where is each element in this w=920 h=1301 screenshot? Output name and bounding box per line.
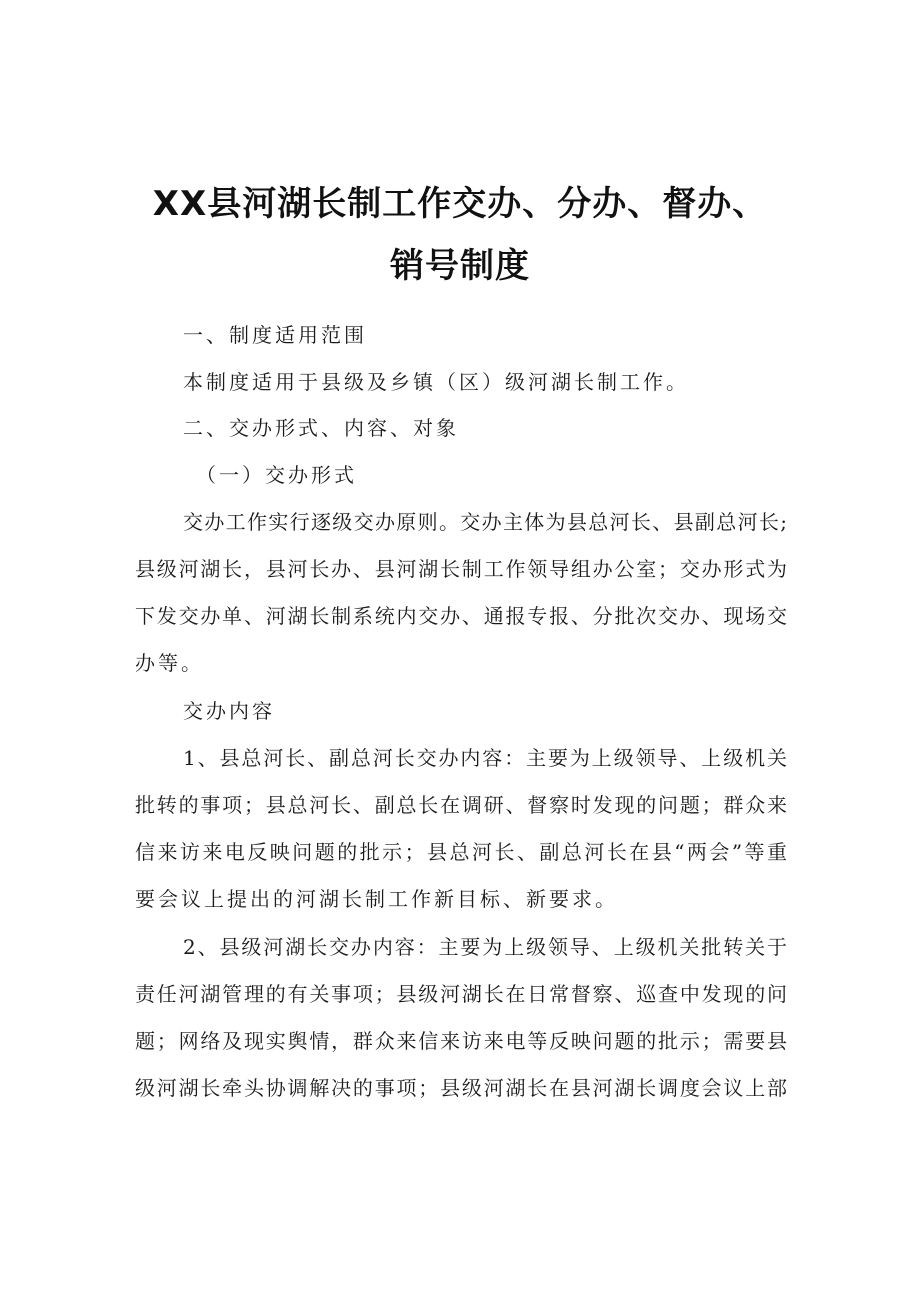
paragraph-forms-line: 交办工作实行逐级交办原则。交办主体为县总河长、县副总河长; xyxy=(183,510,787,534)
paragraph-content-2-line: 题；网络及现实舆情，群众来信来访来电等反映问题的批示；需要县 xyxy=(135,1029,787,1053)
document-title-line-1: XX县河湖长制工作交办、分办、督办、 xyxy=(152,184,768,224)
section-heading-forms: 二、交办形式、内容、对象 xyxy=(183,416,459,440)
section-heading-scope: 一、制度适用范围 xyxy=(183,323,367,347)
paragraph-content-1-line: 要会议上提出的河湖长制工作新目标、新要求。 xyxy=(135,887,618,911)
sub-heading-content: 交办内容 xyxy=(183,699,275,723)
sub-heading-forms: （一）交办形式 xyxy=(196,463,357,487)
paragraph-forms-line: 下发交办单、河湖长制系统内交办、通报专报、分批次交办、现场交 xyxy=(135,604,787,628)
paragraph-scope: 本制度适用于县级及乡镇（区）级河湖长制工作。 xyxy=(183,370,689,394)
paragraph-forms-line: 办等。 xyxy=(135,651,204,675)
paragraph-forms-line: 县级河湖长，县河长办、县河湖长制工作领导组办公室；交办形式为 xyxy=(135,557,787,581)
paragraph-content-2-line: 责任河湖管理的有关事项；县级河湖长在日常督察、巡查中发现的问 xyxy=(135,982,787,1006)
document-title-line-2: 销号制度 xyxy=(390,246,530,286)
paragraph-content-2-line: 级河湖长牵头协调解决的事项；县级河湖长在县河湖长调度会议上部 xyxy=(135,1076,787,1100)
paragraph-content-1-line: 信来访来电反映问题的批示；县总河长、副总河长在县“两会”等重 xyxy=(135,840,787,864)
paragraph-content-1-line: 1、县总河长、副总河长交办内容：主要为上级领导、上级机关 xyxy=(183,746,787,770)
paragraph-content-2-line: 2、县级河湖长交办内容：主要为上级领导、上级机关批转关于 xyxy=(183,935,787,959)
paragraph-content-1-line: 批转的事项；县总河长、副总长在调研、督察时发现的问题；群众来 xyxy=(135,793,787,817)
